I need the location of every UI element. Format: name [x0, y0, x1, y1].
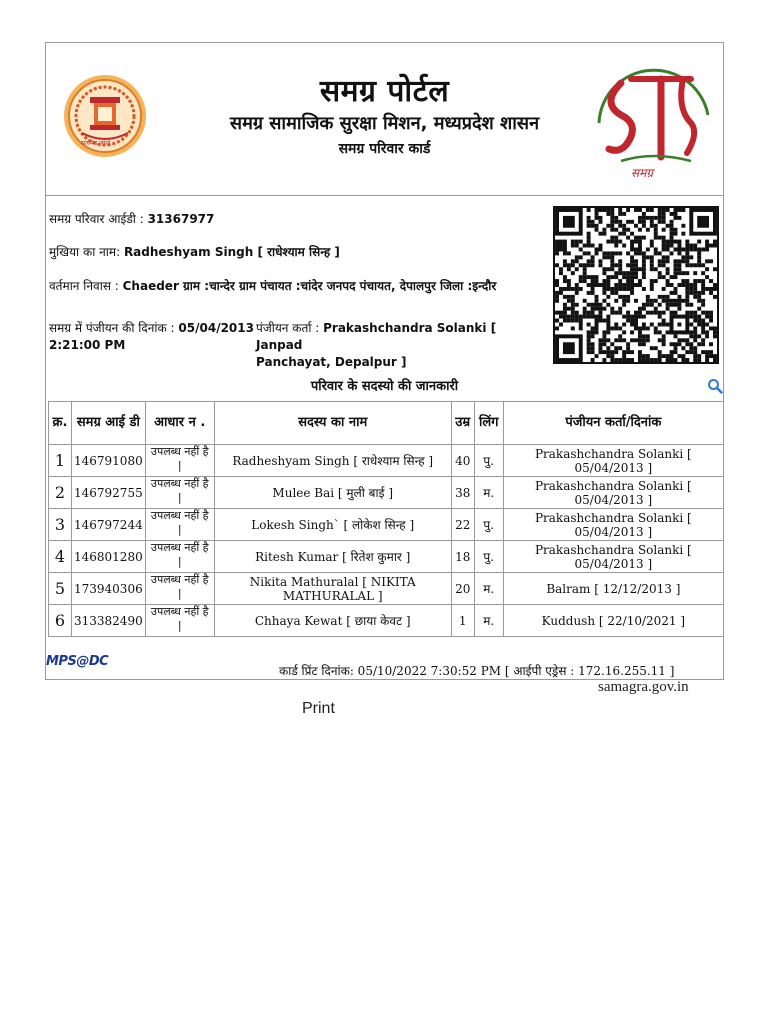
- head-name-row: [49, 244, 340, 261]
- samagra-logo-icon: [591, 53, 716, 181]
- row-member-name: Mulee Bai [ मुली बाई ]: [214, 477, 451, 509]
- registered-by-value-line1: Prakashchandra Solanki [ Janpad: [256, 321, 497, 352]
- address-value: Chaeder ग्राम :चान्देर ग्राम पंचायत :चांदेर जनपद पंचायत, देपालपुर जिला :इन्दौर: [122, 279, 497, 293]
- registered-by-label: पंजीयन कर्ता :: [256, 321, 320, 335]
- mpsedc-logo: [46, 654, 108, 669]
- row-gender: म.: [474, 477, 503, 509]
- search-icon[interactable]: [707, 378, 723, 394]
- row-registered-by: Prakashchandra Solanki [ 05/04/2013 ]: [503, 477, 723, 509]
- registration-date-row: [49, 320, 254, 354]
- row-gender: पु.: [474, 541, 503, 573]
- header-samagra-id: समग्र आई डी: [72, 402, 146, 445]
- header-member-name: सदस्य का नाम: [214, 402, 451, 445]
- row-age: 20: [451, 573, 474, 605]
- members-table: [48, 401, 724, 637]
- row-aadhaar: उपलब्ध नहीं है |: [145, 541, 214, 573]
- row-registered-by: Prakashchandra Solanki [ 05/04/2013 ]: [503, 445, 723, 477]
- registration-date-value: 05/04/2013: [178, 321, 254, 335]
- row-aadhaar: उपलब्ध नहीं है |: [145, 573, 214, 605]
- registration-time-value: 2:21:00 PM: [49, 338, 126, 352]
- registered-by-value-line2: Panchayat, Depalpur ]: [256, 355, 407, 369]
- card-print-date: कार्ड प्रिंट दिनांक: 05/10/2022 7:30:52 PM [ आईपी एड्रेस : 172.16.255.11 ]: [279, 664, 675, 678]
- row-member-name: Nikita Mathuralal [ NIKITA MATHURALAL ]: [214, 573, 451, 605]
- header-age: उम्र: [451, 402, 474, 445]
- row-age: 22: [451, 509, 474, 541]
- row-gender: म.: [474, 605, 503, 637]
- row-gender: म.: [474, 573, 503, 605]
- row-member-name: Lokesh Singh` [ लोकेश सिन्ह ]: [214, 509, 451, 541]
- row-registered-by: Kuddush [ 22/10/2021 ]: [503, 605, 723, 637]
- row-samagra-id: 146801280: [72, 541, 146, 573]
- members-table-header: [49, 402, 724, 445]
- row-serial: 1: [49, 445, 72, 477]
- row-serial: 4: [49, 541, 72, 573]
- header-aadhaar: आधार न .: [145, 402, 214, 445]
- row-registered-by: Balram [ 12/12/2013 ]: [503, 573, 723, 605]
- family-id-label: समग्र परिवार आईडी :: [49, 212, 144, 226]
- header-gender: लिंग: [474, 402, 503, 445]
- family-id-value: 31367977: [147, 212, 215, 226]
- row-samagra-id: 146791080: [72, 445, 146, 477]
- table-row: [49, 541, 724, 573]
- row-aadhaar: उपलब्ध नहीं है |: [145, 477, 214, 509]
- head-name-label: मुखिया का नाम:: [49, 245, 121, 259]
- logo-caption: समग्र: [631, 166, 654, 180]
- table-row: [49, 605, 724, 637]
- row-gender: पु.: [474, 509, 503, 541]
- print-button[interactable]: Print: [302, 700, 335, 717]
- row-member-name: Chhaya Kewat [ छाया केवट ]: [214, 605, 451, 637]
- row-age: 18: [451, 541, 474, 573]
- mpsedc-logo-text: MPS@DC: [46, 654, 109, 669]
- table-row: [49, 445, 724, 477]
- samagra-family-card: [45, 42, 724, 680]
- row-age: 1: [451, 605, 474, 637]
- row-member-name: Ritesh Kumar [ रितेश कुमार ]: [214, 541, 451, 573]
- row-gender: पु.: [474, 445, 503, 477]
- header-registered-by-date: पंजीयन कर्ता/दिनांक: [503, 402, 723, 445]
- table-row: [49, 477, 724, 509]
- qr-code-icon: [555, 208, 717, 362]
- row-samagra-id: 173940306: [72, 573, 146, 605]
- row-serial: 6: [49, 605, 72, 637]
- row-age: 38: [451, 477, 474, 509]
- table-row: [49, 573, 724, 605]
- row-age: 40: [451, 445, 474, 477]
- row-samagra-id: 313382490: [72, 605, 146, 637]
- row-samagra-id: 146792755: [72, 477, 146, 509]
- qr-code: [553, 206, 719, 364]
- row-aadhaar: उपलब्ध नहीं है |: [145, 509, 214, 541]
- mission-subtitle: समग्र सामाजिक सुरक्षा मिशन, मध्यप्रदेश शासन: [229, 113, 540, 134]
- address-label: वर्तमान निवास :: [49, 279, 119, 293]
- site-url: samagra.gov.in: [598, 679, 689, 695]
- card-title: समग्र परिवार कार्ड: [338, 141, 431, 157]
- members-section-title: परिवार के सदस्यो की जानकारी: [310, 379, 459, 394]
- row-serial: 2: [49, 477, 72, 509]
- card-header: [46, 43, 723, 196]
- portal-title: समग्र पोर्टल: [319, 74, 450, 109]
- row-member-name: Radheshyam Singh [ राधेश्याम सिन्ह ]: [214, 445, 451, 477]
- registration-date-label: समग्र में पंजीयन की दिनांक :: [49, 321, 175, 335]
- row-aadhaar: उपलब्ध नहीं है |: [145, 445, 214, 477]
- header-serial: क्र.: [49, 402, 72, 445]
- emblem-motto: सत्यमेव जयते: [81, 140, 111, 147]
- row-aadhaar: उपलब्ध नहीं है |: [145, 605, 214, 637]
- row-samagra-id: 146797244: [72, 509, 146, 541]
- row-registered-by: Prakashchandra Solanki [ 05/04/2013 ]: [503, 509, 723, 541]
- family-id-row: [49, 211, 214, 228]
- row-registered-by: Prakashchandra Solanki [ 05/04/2013 ]: [503, 541, 723, 573]
- row-serial: 5: [49, 573, 72, 605]
- address-row: [49, 278, 549, 295]
- head-name-value: Radheshyam Singh [ राधेश्याम सिन्ह ]: [123, 245, 340, 259]
- row-serial: 3: [49, 509, 72, 541]
- table-row: [49, 509, 724, 541]
- registered-by-row: [256, 320, 526, 371]
